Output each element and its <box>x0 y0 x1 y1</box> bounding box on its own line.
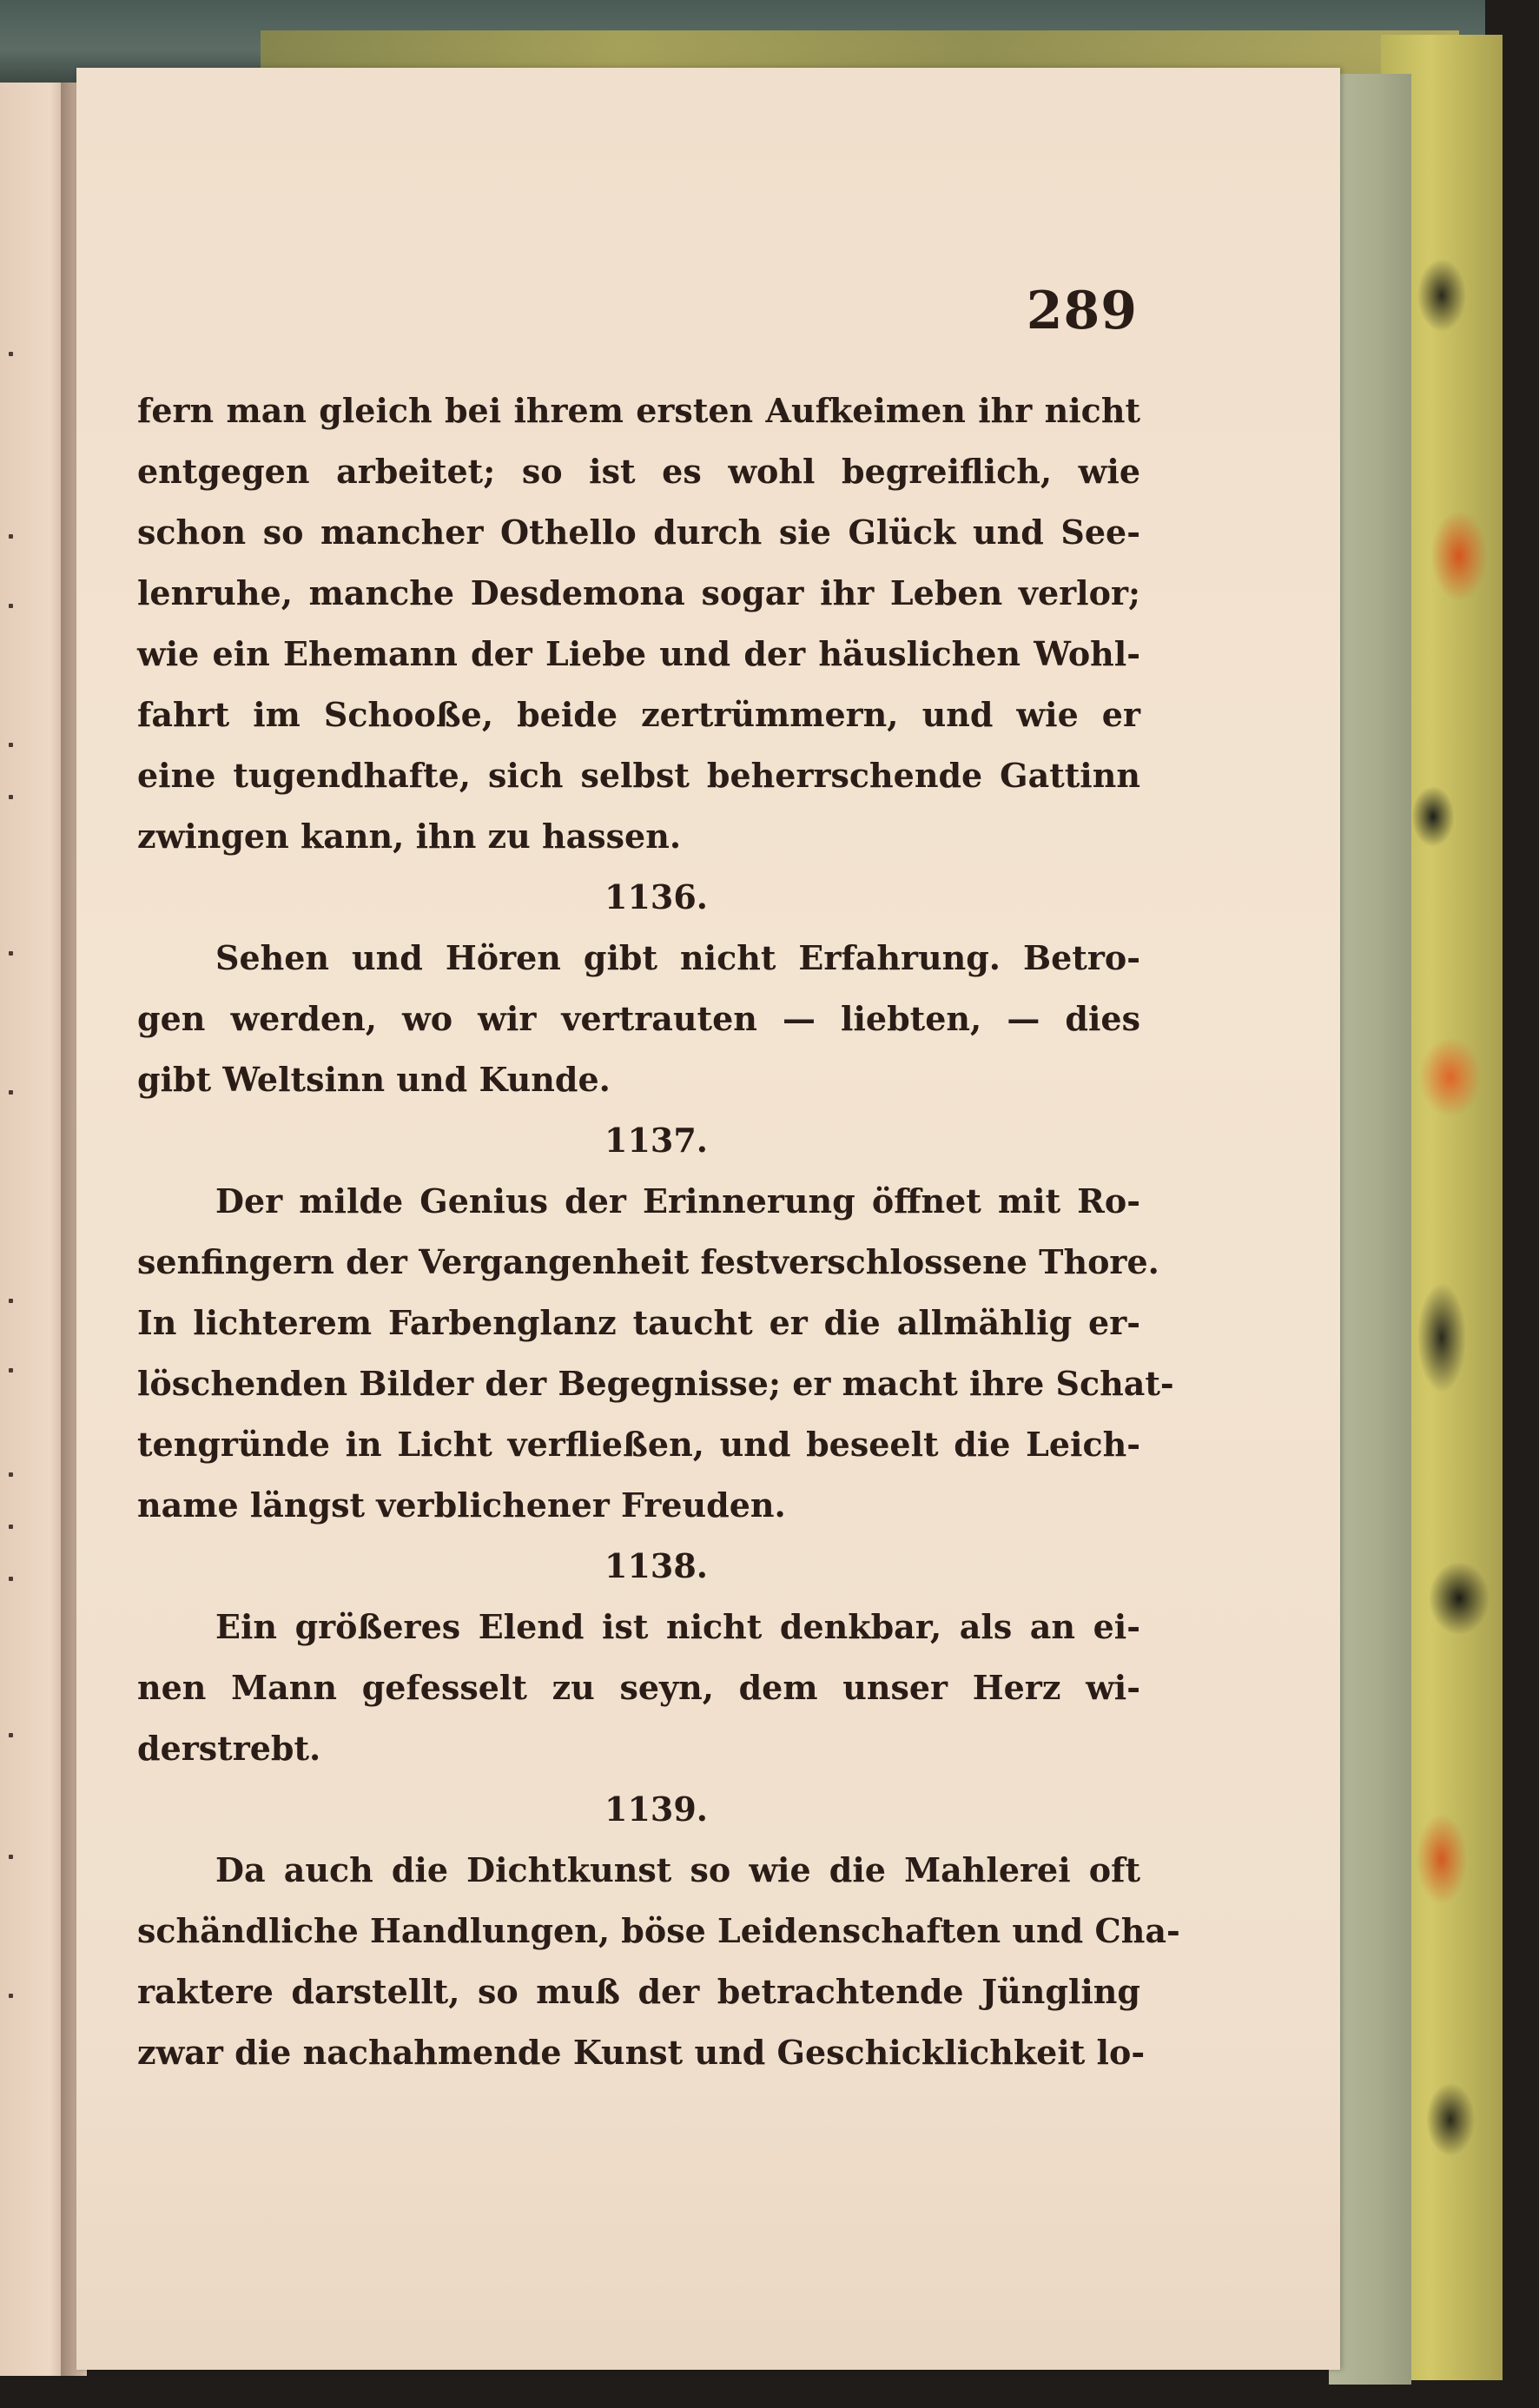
entry-number: 1139. <box>604 1789 708 1829</box>
text-line: fern man gleich bei ihrem ersten Aufkeimen ihr nicht <box>137 391 1140 430</box>
text-line: tengründe in Licht verfließen, und beseelt die Leich- <box>137 1425 1140 1464</box>
book-page <box>76 68 1340 2370</box>
entry-number: 1138. <box>604 1546 708 1585</box>
page-number: 289 <box>1026 281 1138 341</box>
text-line: Da auch die Dichtkunst so wie die Mahlerei oft <box>215 1850 1140 1889</box>
text-line: name längst verblichener Freuden. <box>137 1485 786 1525</box>
text-line: schon so mancher Othello durch sie Glück und See- <box>137 513 1140 552</box>
text-line: gibt Weltsinn und Kunde. <box>137 1060 611 1099</box>
text-line: eine tugendhafte, sich selbst beherrschende Gattinn <box>137 756 1140 795</box>
endpaper-edge <box>1329 74 1411 2385</box>
text-line: raktere darstellt, so muß der betrachtende Jüngling <box>137 1972 1140 2011</box>
text-line: entgegen arbeitet; so ist es wohl begreiflich, wie <box>137 452 1140 491</box>
text-line: löschenden Bilder der Begegnisse; er macht ihre Schat- <box>137 1364 1174 1403</box>
entry-number: 1136. <box>604 877 708 916</box>
text-line: fahrt im Schooße, beide zertrümmern, und wie er <box>137 695 1140 734</box>
text-line: gen werden, wo wir vertrauten — liebten, — dies <box>137 999 1140 1038</box>
text-line: Der milde Genius der Erinnerung öffnet mit Ro- <box>215 1181 1140 1221</box>
text-line: zwar die nachahmende Kunst und Geschicklichkeit lo- <box>137 2033 1146 2072</box>
text-line: In lichterem Farbenglanz taucht er die allmählig er- <box>137 1303 1140 1342</box>
entry-number: 1137. <box>604 1121 708 1160</box>
text-line: Ein größeres Elend ist nicht denkbar, als an ei- <box>215 1607 1140 1646</box>
text-line: senfingern der Vergangenheit festverschlossene Thore. <box>137 1242 1159 1281</box>
text-line: lenruhe, manche Desdemona sogar ihr Leben verlor; <box>137 573 1140 612</box>
text-line: Sehen und Hören gibt nicht Erfahrung. Betro- <box>215 938 1140 977</box>
page-text <box>137 380 1180 2083</box>
text-line: zwingen kann, ihn zu hassen. <box>137 817 682 856</box>
text-line: derstrebt. <box>137 1729 321 1768</box>
text-line: nen Mann gefesselt zu seyn, dem unser Herz wi- <box>137 1668 1140 1707</box>
text-line: schändliche Handlungen, böse Leidenschaften und Cha- <box>137 1911 1180 1950</box>
text-line: wie ein Ehemann der Liebe und der häuslichen Wohl- <box>137 634 1140 673</box>
